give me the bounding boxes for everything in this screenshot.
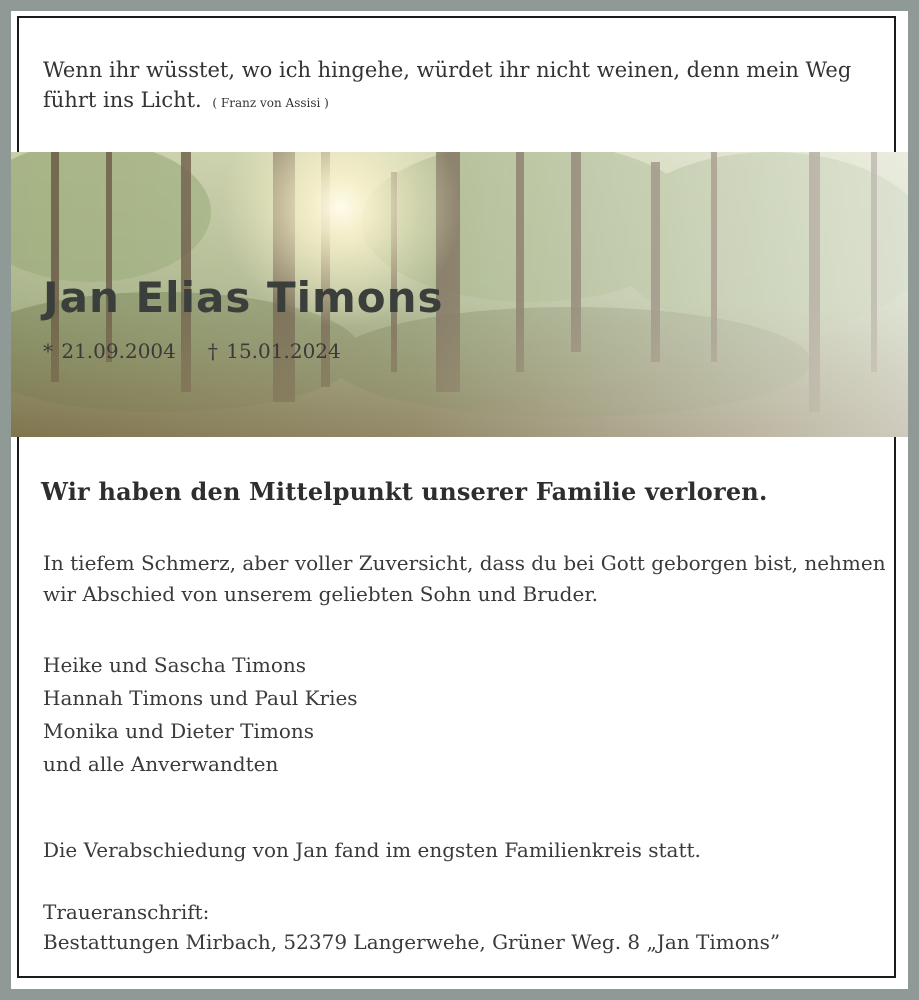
death-date-group bbox=[208, 339, 341, 363]
intro-paragraph: In tiefem Schmerz, aber voller Zuversicht, dass du bei Gott geborgen bist, nehmen wir Abschied von unserem geliebten Sohn und Bruder. bbox=[43, 551, 886, 606]
quote-text: Wenn ihr wüsstet, wo ich hingehe, würdet ihr nicht weinen, denn mein Weg führt ins Licht. bbox=[43, 58, 852, 112]
farewell-note: Die Verabschiedung von Jan fand im engsten Familienkreis statt. bbox=[43, 838, 701, 862]
address-label: Traueranschrift: bbox=[43, 900, 210, 924]
mourner-line: und alle Anverwandten bbox=[43, 752, 279, 776]
birth-date-group bbox=[43, 339, 176, 363]
obituary-card bbox=[11, 11, 908, 989]
deceased-name: Jan Elias Timons bbox=[43, 273, 444, 322]
mourner-line: Hannah Timons und Paul Kries bbox=[43, 686, 358, 710]
mourners-list bbox=[43, 649, 358, 781]
death-date: 15.01.2024 bbox=[226, 339, 341, 363]
birth-star-icon: * bbox=[43, 339, 53, 363]
life-dates bbox=[43, 339, 341, 363]
mourner-line: Monika und Dieter Timons bbox=[43, 719, 315, 743]
address-text: Bestattungen Mirbach, 52379 Langerwehe, Grüner Weg. 8 „Jan Timons” bbox=[43, 930, 781, 954]
birth-date: 21.09.2004 bbox=[61, 339, 176, 363]
quote-author: ( Franz von Assisi ) bbox=[212, 96, 329, 110]
death-cross-icon: † bbox=[207, 339, 218, 363]
quote bbox=[43, 55, 873, 118]
mourner-line: Heike und Sascha Timons bbox=[43, 653, 307, 677]
headline: Wir haben den Mittelpunkt unserer Familie verloren. bbox=[41, 477, 768, 506]
